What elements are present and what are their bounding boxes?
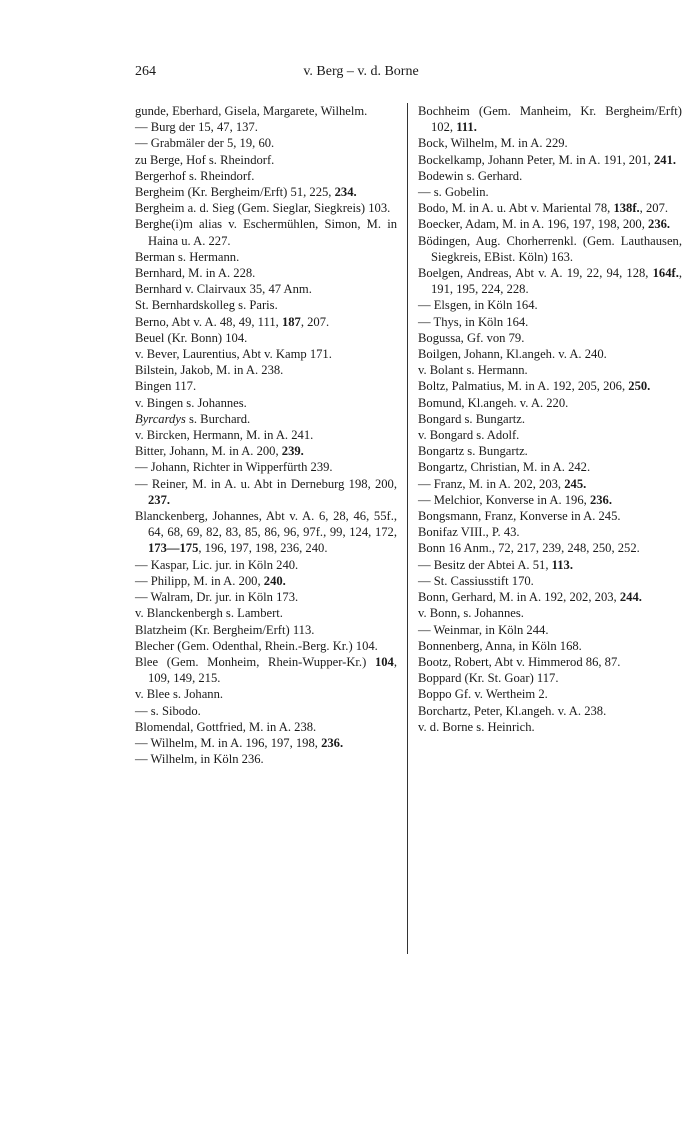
entry-text: v. Bingen s. Johannes. bbox=[135, 395, 247, 410]
entry-text: — Wilhelm, M. in A. 196, 197, 198, bbox=[135, 735, 322, 750]
entry-text: Blanckenberg, Johannes, Abt v. A. 6, 28, 46, 55f., 64, 68, 69, 82, 83, 85, 86, 96, 97f., 99, 124, 172, bbox=[135, 509, 397, 540]
entry-text: — Franz, M. in A. 202, 203, bbox=[418, 476, 565, 491]
entry-text: Bödingen, Aug. Chorherrenkl. (Gem. Lauthausen, Siegkreis, EBist. Köln) 163. bbox=[418, 233, 682, 264]
entry-text: Berman s. Hermann. bbox=[135, 249, 240, 264]
entry-text: Byrcardys bbox=[135, 411, 186, 426]
column-divider bbox=[407, 103, 408, 954]
index-entry bbox=[418, 459, 682, 475]
entry-text: 234. bbox=[334, 185, 357, 200]
entry-text: — s. Gobelin. bbox=[418, 185, 489, 200]
index-entry bbox=[135, 443, 397, 459]
entry-text: 244. bbox=[619, 590, 642, 605]
index-entry bbox=[135, 557, 397, 573]
entry-text: Bomund, Kl.angeh. v. A. 220. bbox=[418, 395, 569, 410]
entry-text: Berno, Abt v. A. 48, 49, 111, bbox=[135, 314, 282, 329]
index-entry bbox=[135, 184, 397, 200]
entry-text: Bongsmann, Franz, Konverse in A. 245. bbox=[418, 509, 621, 524]
entry-text: Bodewin s. Gerhard. bbox=[418, 168, 523, 183]
entry-text: v. Blanckenbergh s. Lambert. bbox=[135, 606, 283, 621]
index-entry bbox=[418, 200, 682, 216]
entry-text: Bitter, Johann, M. in A. 200, bbox=[135, 444, 282, 459]
entry-text: Blee (Gem. Monheim, Rhein-Wupper-Kr.) bbox=[135, 654, 375, 669]
index-entry bbox=[135, 152, 397, 168]
index-entry bbox=[418, 670, 682, 686]
entry-text: v. Bircken, Hermann, M. in A. 241. bbox=[135, 428, 314, 443]
index-entry bbox=[135, 346, 397, 362]
entry-text: Bonifaz VIII., P. 43. bbox=[418, 525, 520, 540]
entry-text: — Johann, Richter in Wipperfürth 239. bbox=[135, 460, 333, 475]
entry-text: 111. bbox=[456, 120, 477, 135]
index-entry bbox=[418, 492, 682, 508]
index-entry bbox=[418, 524, 682, 540]
index-entry bbox=[418, 103, 682, 135]
entry-text: Berghe(i)m alias v. Eschermühlen, Simon, M. in Haina u. A. 227. bbox=[135, 217, 397, 248]
entry-text: Bochheim (Gem. Manheim, Kr. Bergheim/Erft) 102, bbox=[418, 104, 682, 135]
index-entry bbox=[418, 605, 682, 621]
entry-text: Bingen 117. bbox=[135, 379, 197, 394]
entry-text: v. Bever, Laurentius, Abt v. Kamp 171. bbox=[135, 347, 332, 362]
index-entry bbox=[418, 216, 682, 232]
entry-text: 237. bbox=[148, 492, 171, 507]
entry-text: — Walram, Dr. jur. in Köln 173. bbox=[135, 590, 299, 605]
index-entry bbox=[418, 508, 682, 524]
entry-text: — Besitz der Abtei A. 51, bbox=[418, 557, 552, 572]
index-entry bbox=[135, 654, 397, 686]
entry-text: Bootz, Robert, Abt v. Himmerod 86, 87. bbox=[418, 654, 621, 669]
entry-text: , 191, 195, 224, 228. bbox=[431, 266, 682, 297]
index-entry bbox=[135, 573, 397, 589]
index-entry bbox=[418, 540, 682, 556]
index-entry bbox=[418, 233, 682, 265]
entry-text: — Elsgen, in Köln 164. bbox=[418, 298, 538, 313]
index-entry bbox=[135, 168, 397, 184]
index-entry bbox=[135, 703, 397, 719]
index-entry bbox=[135, 103, 397, 119]
entry-text: v. d. Borne s. Heinrich. bbox=[418, 719, 535, 734]
entry-text: — Kaspar, Lic. jur. in Köln 240. bbox=[135, 557, 299, 572]
running-title: v. Berg – v. d. Borne bbox=[303, 64, 419, 79]
index-entry bbox=[135, 265, 397, 281]
index-entry bbox=[418, 297, 682, 313]
index-entry bbox=[135, 476, 397, 508]
index-column-left bbox=[135, 103, 397, 767]
entry-text: Blecher (Gem. Odenthal, Rhein.-Berg. Kr.) 104. bbox=[135, 638, 378, 653]
index-entry bbox=[418, 378, 682, 394]
index-entry bbox=[135, 216, 397, 248]
index-entry bbox=[135, 638, 397, 654]
entry-text: Boecker, Adam, M. in A. 196, 197, 198, 200, bbox=[418, 217, 649, 232]
entry-text: St. Bernhardskolleg s. Paris. bbox=[135, 298, 278, 313]
entry-text: Bodo, M. in A. u. Abt v. Mariental 78, bbox=[418, 201, 614, 216]
entry-text: — St. Cassiusstift 170. bbox=[418, 573, 534, 588]
entry-text: , 207. bbox=[639, 201, 669, 216]
entry-text: 239. bbox=[281, 444, 304, 459]
entry-text: Bergerhof s. Rheindorf. bbox=[135, 168, 255, 183]
entry-text: Bonnenberg, Anna, in Köln 168. bbox=[418, 638, 582, 653]
entry-text: 138f. bbox=[613, 201, 640, 216]
entry-text: 241. bbox=[653, 152, 677, 167]
index-entry bbox=[418, 573, 682, 589]
index-entry bbox=[418, 476, 682, 492]
index-entry bbox=[418, 703, 682, 719]
page-number: 264 bbox=[135, 64, 156, 79]
entry-text: 104 bbox=[374, 654, 394, 669]
entry-text: — Grabmäler der 5, 19, 60. bbox=[135, 136, 275, 151]
entry-text: s. Burchard. bbox=[185, 411, 251, 426]
index-entry bbox=[135, 200, 397, 216]
index-entry bbox=[418, 589, 682, 605]
entry-text: , 207. bbox=[300, 314, 330, 329]
index-entry bbox=[418, 362, 682, 378]
entry-text: , 196, 197, 198, 236, 240. bbox=[198, 541, 328, 556]
index-entry bbox=[135, 411, 397, 427]
entry-text: — Wilhelm, in Köln 236. bbox=[135, 752, 264, 767]
entry-text: 240. bbox=[263, 573, 286, 588]
index-entry bbox=[418, 443, 682, 459]
index-entry bbox=[418, 719, 682, 735]
index-entry bbox=[135, 362, 397, 378]
index-entry bbox=[135, 427, 397, 443]
index-entry bbox=[418, 411, 682, 427]
index-entry bbox=[135, 459, 397, 475]
index-entry bbox=[135, 314, 397, 330]
entry-text: 113. bbox=[551, 557, 573, 572]
index-entry bbox=[135, 330, 397, 346]
entry-text: — Thys, in Köln 164. bbox=[418, 314, 529, 329]
index-entry bbox=[418, 314, 682, 330]
entry-text: v. Bonn, s. Johannes. bbox=[418, 606, 524, 621]
entry-text: 245. bbox=[564, 476, 587, 491]
index-entry bbox=[418, 557, 682, 573]
entry-text: Bonn, Gerhard, M. in A. 192, 202, 203, bbox=[418, 590, 620, 605]
index-entry bbox=[418, 638, 682, 654]
index-entry bbox=[418, 265, 682, 297]
index-entry bbox=[135, 508, 397, 557]
entry-text: Bernhard v. Clairvaux 35, 47 Anm. bbox=[135, 282, 312, 297]
entry-text: 250. bbox=[628, 379, 651, 394]
entry-text: Blatzheim (Kr. Bergheim/Erft) 113. bbox=[135, 622, 315, 637]
index-entry bbox=[418, 622, 682, 638]
entry-text: 187 bbox=[281, 314, 301, 329]
entry-text: 164f. bbox=[652, 266, 679, 281]
index-entry bbox=[135, 589, 397, 605]
entry-text: Bonn 16 Anm., 72, 217, 239, 248, 250, 252. bbox=[418, 541, 640, 556]
index-entry bbox=[418, 330, 682, 346]
entry-text: Boltz, Palmatius, M. in A. 192, 205, 206, bbox=[418, 379, 629, 394]
entry-text: v. Blee s. Johann. bbox=[135, 687, 224, 702]
entry-text: Bockelkamp, Johann Peter, M. in A. 191, 201, bbox=[418, 152, 654, 167]
entry-text: 173—175 bbox=[148, 541, 199, 556]
index-column-right bbox=[418, 103, 682, 735]
entry-text: Bogussa, Gf. von 79. bbox=[418, 330, 525, 345]
page-header bbox=[0, 64, 700, 84]
entry-text: gunde, Eberhard, Gisela, Margarete, Wilhelm. bbox=[135, 104, 368, 118]
index-entry bbox=[135, 686, 397, 702]
index-entry bbox=[135, 622, 397, 638]
entry-text: Boppard (Kr. St. Goar) 117. bbox=[418, 671, 559, 686]
entry-text: — Philipp, M. in A. 200, bbox=[135, 573, 264, 588]
index-entry bbox=[418, 184, 682, 200]
index-entry bbox=[418, 654, 682, 670]
index-entry bbox=[135, 605, 397, 621]
entry-text: Borchartz, Peter, Kl.angeh. v. A. 238. bbox=[418, 703, 607, 718]
entry-text: Bock, Wilhelm, M. in A. 229. bbox=[418, 136, 568, 151]
entry-text: Blomendal, Gottfried, M. in A. 238. bbox=[135, 719, 317, 734]
entry-text: Bongard s. Bungartz. bbox=[418, 411, 526, 426]
entry-text: — s. Sibodo. bbox=[135, 703, 201, 718]
index-entry bbox=[135, 119, 397, 135]
index-entry bbox=[135, 395, 397, 411]
index-entry bbox=[418, 686, 682, 702]
entry-text: v. Bolant s. Hermann. bbox=[418, 363, 528, 378]
entry-text: Beuel (Kr. Bonn) 104. bbox=[135, 330, 248, 345]
entry-text: Bernhard, M. in A. 228. bbox=[135, 266, 256, 281]
entry-text: 236. bbox=[321, 735, 344, 750]
index-entry bbox=[135, 135, 397, 151]
index-entry bbox=[135, 281, 397, 297]
entry-text: Bongartz, Christian, M. in A. 242. bbox=[418, 460, 591, 475]
index-entry bbox=[135, 378, 397, 394]
entry-text: Boilgen, Johann, Kl.angeh. v. A. 240. bbox=[418, 347, 607, 362]
index-entry bbox=[135, 751, 397, 767]
index-entry bbox=[418, 168, 682, 184]
entry-text: — Reiner, M. in A. u. Abt in Derneburg 198, 200, bbox=[135, 476, 397, 491]
index-entry bbox=[135, 719, 397, 735]
entry-text: Bilstein, Jakob, M. in A. 238. bbox=[135, 363, 284, 378]
index-entry bbox=[418, 427, 682, 443]
entry-text: 236. bbox=[648, 217, 671, 232]
index-entry bbox=[418, 135, 682, 151]
entry-text: , 109, 149, 215. bbox=[148, 654, 397, 686]
entry-text: v. Bongard s. Adolf. bbox=[418, 428, 520, 443]
entry-text: — Melchior, Konverse in A. 196, bbox=[418, 492, 590, 507]
index-entry bbox=[418, 395, 682, 411]
entry-text: — Weinmar, in Köln 244. bbox=[418, 622, 549, 637]
entry-text: Bongartz s. Bungartz. bbox=[418, 444, 528, 459]
index-entry bbox=[135, 297, 397, 313]
index-entry bbox=[135, 735, 397, 751]
entry-text: Bergheim a. d. Sieg (Gem. Sieglar, Siegkreis) 103. bbox=[135, 201, 391, 216]
index-entry bbox=[418, 346, 682, 362]
entry-text: 236. bbox=[589, 492, 612, 507]
entry-text: Boppo Gf. v. Wertheim 2. bbox=[418, 687, 548, 702]
entry-text: Boelgen, Andreas, Abt v. A. 19, 22, 94, 128, bbox=[418, 266, 653, 281]
entry-text: — Burg der 15, 47, 137. bbox=[135, 120, 258, 135]
index-entry bbox=[418, 152, 682, 168]
index-entry bbox=[135, 249, 397, 265]
entry-text: zu Berge, Hof s. Rheindorf. bbox=[135, 152, 275, 167]
entry-text: Bergheim (Kr. Bergheim/Erft) 51, 225, bbox=[135, 185, 335, 200]
